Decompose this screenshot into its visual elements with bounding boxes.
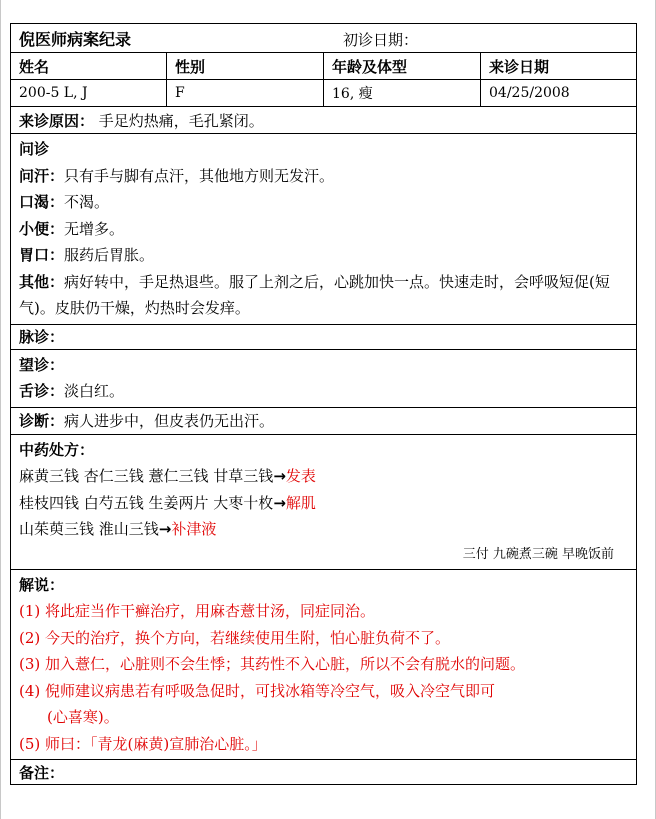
first-visit-date-label: 初诊日期：	[343, 31, 419, 49]
explanation-item: (5) 师曰：「青龙(麻黄)宣肺治心脏。」	[19, 734, 267, 753]
inquiry-row	[11, 134, 637, 325]
gender-value: F	[167, 80, 324, 107]
diagnosis-label: 诊断：	[19, 412, 65, 430]
prescription-cell	[11, 434, 637, 569]
prescription-herbs: 麻黄三钱 杏仁三钱 薏仁三钱 甘草三钱	[19, 467, 274, 485]
prescription-effect: 解肌	[285, 493, 316, 512]
observation-cell	[11, 349, 637, 407]
prescription-line	[19, 490, 636, 517]
tongue-line	[19, 378, 636, 405]
observation-label: 望诊：	[19, 355, 65, 374]
inquiry-item-text: 无增多。	[64, 219, 125, 238]
explanation-heading: 解说：	[19, 575, 65, 594]
inquiry-item-urine	[19, 216, 636, 243]
inquiry-item-label: 小便：	[19, 219, 65, 238]
prescription-herbs: 山茱萸三钱 淮山三钱	[19, 520, 159, 538]
diagnosis-row	[11, 407, 637, 434]
patient-info-value-row	[11, 80, 637, 107]
arrow-right-icon: →	[273, 467, 286, 485]
pulse-label: 脉诊：	[11, 324, 637, 349]
prescription-heading: 中药处方：	[19, 440, 95, 459]
prescription-herbs: 桂枝四钱 白芍五钱 生姜两片 大枣十枚	[19, 493, 274, 512]
inquiry-item-text: 病好转中，手足热退些。服了上剂之后，心跳加快一点。快速走时，会呼吸短促(短气)。皮肤仍干燥，灼热时会发痒。	[19, 272, 610, 317]
explanation-item: (3) 加入薏仁，心脏则不会生悸；其药性不入心脏，所以不会有脱水的问题。	[19, 655, 526, 673]
record-title: 倪医师病案纪录	[19, 29, 132, 49]
inquiry-item-label: 其他：	[19, 272, 65, 291]
visit-date-header: 来诊日期	[481, 53, 637, 80]
tongue-label: 舌诊：	[19, 382, 65, 400]
inquiry-item-thirst	[19, 189, 636, 216]
patient-info-header-row	[11, 53, 637, 80]
remarks-label: 备注：	[11, 760, 637, 785]
visit-reason-cell	[11, 107, 637, 134]
explanation-item: (1) 将此症当作干癣治疗，用麻杏薏甘汤，同症同治。	[19, 602, 376, 620]
explanation-item-continued: (心喜寒)。	[47, 708, 119, 726]
explanation-item: (4) 倪师建议病患若有呼吸急促时，可找冰箱等冷空气，吸入冷空气即可	[19, 681, 496, 700]
inquiry-item-other	[19, 269, 636, 322]
visit-reason-row	[11, 107, 637, 134]
explanation-cell	[11, 569, 637, 760]
observation-row	[11, 349, 637, 407]
inquiry-item-label: 口渴：	[19, 193, 65, 211]
pulse-row	[11, 324, 637, 349]
name-header: 姓名	[11, 53, 167, 80]
visit-reason-label: 来诊原因：	[19, 111, 95, 130]
explanation-item: (2) 今天的治疗，换个方向，若继续使用生附，怕心脏负荷不了。	[19, 628, 451, 647]
record-title-cell	[11, 24, 637, 53]
inquiry-item-text: 不渴。	[64, 193, 110, 211]
page-edge-left	[0, 0, 1, 819]
prescription-line	[19, 516, 636, 543]
record-title-row	[11, 24, 637, 53]
inquiry-cell	[11, 134, 637, 325]
inquiry-item-text: 只有手与脚有点汗，其他地方则无发汗。	[64, 166, 335, 185]
name-value: 200-5 L, J	[11, 80, 167, 107]
gender-header: 性别	[167, 53, 324, 80]
prescription-effect: 补津液	[171, 520, 217, 538]
arrow-right-icon: →	[273, 493, 286, 512]
prescription-effect: 发表	[285, 467, 316, 485]
prescription-line	[19, 463, 636, 490]
remarks-row	[11, 760, 637, 785]
explanation-row	[11, 569, 637, 760]
prescription-row	[11, 434, 637, 569]
arrow-right-icon: →	[158, 520, 172, 538]
inquiry-item-label: 胃口：	[19, 246, 65, 264]
inquiry-item-text: 服药后胃胀。	[64, 246, 155, 264]
inquiry-item-appetite	[19, 242, 636, 269]
tongue-text: 淡白红。	[64, 382, 125, 400]
visit-reason-text: 手足灼热痛，毛孔紧闭。	[98, 111, 264, 130]
prescription-dosage: 三付 九碗煮三碗 早晚饭前	[462, 546, 615, 562]
medical-record-table	[10, 23, 637, 785]
inquiry-item-sweat	[19, 163, 636, 190]
age-build-value: 16, 瘦	[324, 80, 481, 107]
age-build-header: 年龄及体型	[324, 53, 481, 80]
inquiry-item-label: 问汗：	[19, 166, 65, 185]
diagnosis-text: 病人进步中，但皮表仍无出汗。	[64, 412, 275, 430]
visit-date-value: 04/25/2008	[481, 80, 637, 107]
inquiry-heading: 问诊	[19, 140, 50, 158]
diagnosis-cell	[11, 407, 637, 434]
